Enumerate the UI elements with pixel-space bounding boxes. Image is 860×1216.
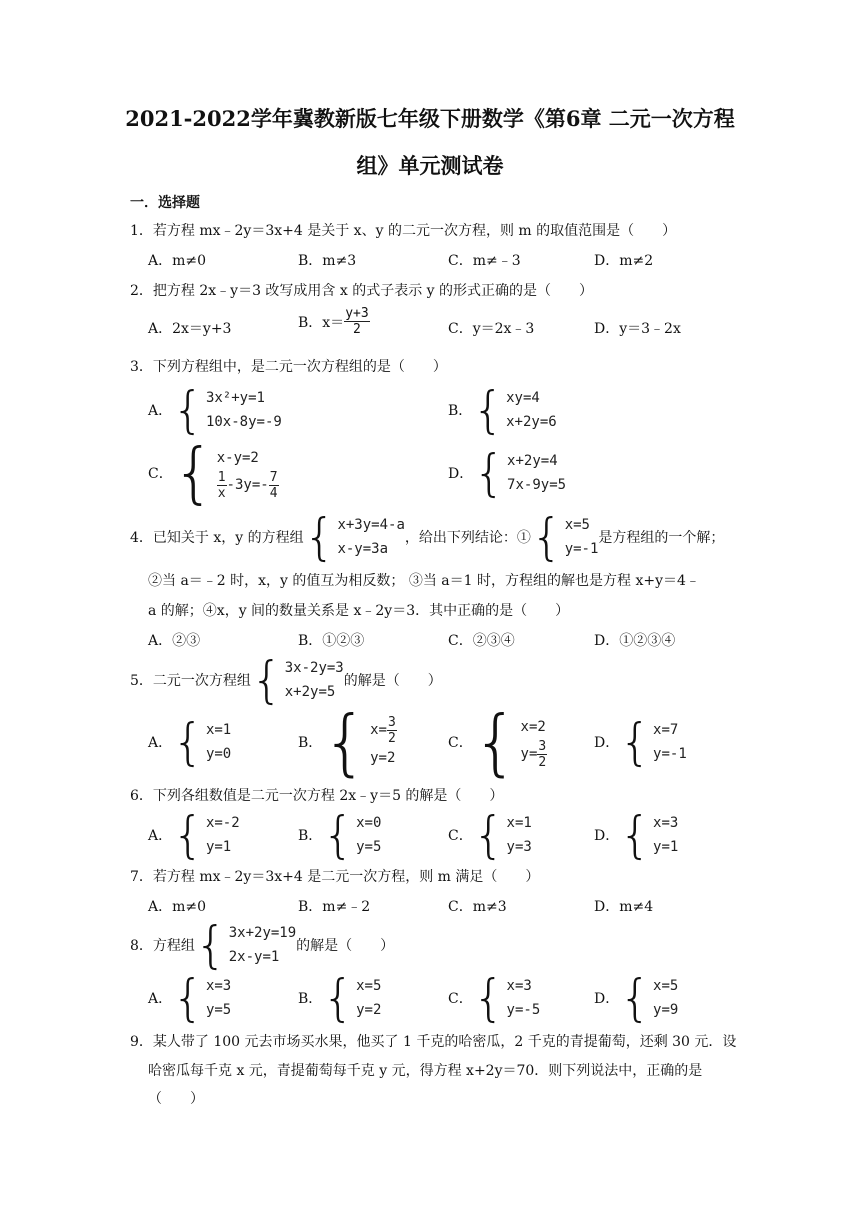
q4-option-b: B．①②③ <box>298 633 365 649</box>
option-label: A． <box>148 735 173 751</box>
question-text: ，给出下列结论：① <box>404 530 531 546</box>
equation-system <box>322 969 382 1027</box>
option-label: B． <box>298 991 323 1007</box>
equation-system <box>194 916 297 974</box>
option-label: B． <box>448 403 473 419</box>
option-label: A． <box>148 828 173 844</box>
section-heading: 一．选择题 <box>130 195 200 211</box>
question-5 <box>130 651 442 709</box>
equation-row: 3x+2y=19 <box>228 925 297 941</box>
brace-icon: { <box>619 806 652 864</box>
fraction-denominator: 2 <box>353 322 361 337</box>
question-6: 6．下列各组数值是二元一次方程 2x﹣y＝5 的解是（ ） <box>130 788 504 804</box>
option-label: C． <box>448 991 473 1007</box>
equation-system <box>530 508 599 566</box>
fraction-numerator: 7 <box>269 469 278 485</box>
brace-icon: { <box>472 381 505 439</box>
question-text: 4．已知关于 x，y 的方程组 <box>130 530 304 546</box>
equation-row: y=-1 <box>653 746 687 762</box>
q2-option-a: A．2x＝y+3 <box>148 321 232 337</box>
brace-icon: { <box>472 969 505 1027</box>
brace-icon: { <box>172 806 204 864</box>
q6-option-b <box>298 806 382 864</box>
fraction-denominator: 2 <box>538 754 547 770</box>
question-3: 3．下列方程组中，是二元一次方程组的是（ ） <box>130 359 447 375</box>
equation-system <box>250 651 344 709</box>
question-9-line-2: 哈密瓜每千克 x 元，青提葡萄每千克 y 元，得方程 x+2y＝70．则下列说法中，正确的是 <box>148 1063 703 1079</box>
equation-row: x=5 <box>564 517 590 533</box>
question-text: 是方程组的一个解； <box>598 530 725 546</box>
equation-row <box>370 715 397 746</box>
equation-row: y=1 <box>205 839 232 855</box>
brace-icon: { <box>194 916 227 974</box>
question-text: 的解是（ ） <box>343 673 442 689</box>
fraction-denominator: 2 <box>387 730 396 746</box>
equation-system <box>473 444 567 502</box>
equation-system <box>619 969 679 1027</box>
fraction-numerator: 1 <box>217 469 226 485</box>
fraction-denominator: 4 <box>269 485 278 501</box>
option-label: A． <box>148 991 173 1007</box>
question-text: 8．方程组 <box>130 938 195 954</box>
equation-row: x+2y=4 <box>507 453 558 469</box>
question-9-line-3: （ ） <box>148 1091 204 1107</box>
equation-row: x=-2 <box>205 815 240 831</box>
option-label: D． <box>594 735 620 751</box>
brace-icon: { <box>530 508 563 566</box>
brace-icon: { <box>172 434 215 511</box>
equation-row: x=1 <box>506 815 532 831</box>
question-2: 2．把方程 2x﹣y＝3 改写成用含 x 的式子表示 y 的形式正确的是（ ） <box>130 283 594 299</box>
option-label: B． <box>298 735 323 751</box>
option-label: D． <box>594 991 620 1007</box>
equation-row <box>521 739 548 770</box>
equation-system <box>172 806 240 864</box>
q5-option-d <box>594 713 687 771</box>
brace-icon: { <box>472 700 519 784</box>
equation-row: x=3 <box>653 815 679 831</box>
equation-row: xy=4 <box>506 390 540 406</box>
title-line-1: 2021-2022学年冀教新版七年级下册数学《第6章 二元一次方程 <box>125 106 735 131</box>
brace-icon: { <box>322 700 369 784</box>
q4-option-d: D．①②③④ <box>594 633 676 649</box>
q7-option-d: D．m≠4 <box>594 899 654 915</box>
equation-row: y=3 <box>506 839 532 855</box>
equation-row: x+2y=6 <box>506 414 557 430</box>
q3-option-a <box>148 381 282 439</box>
q4-option-a: A．②③ <box>148 633 201 649</box>
equation-row: y=0 <box>205 746 232 762</box>
brace-icon: { <box>250 651 283 709</box>
brace-icon: { <box>322 806 355 864</box>
q3-option-c <box>148 434 279 511</box>
q2-option-b-fraction <box>344 306 369 337</box>
equation-row: x=1 <box>205 722 232 738</box>
equation-row: x=7 <box>653 722 679 738</box>
brace-icon: { <box>172 713 204 771</box>
equation-row: 3x²+y=1 <box>205 390 265 406</box>
equation-system <box>472 700 548 784</box>
question-4-line-2: ②当 a＝﹣2 时，x，y 的值互为相反数； ③当 a＝1 时，方程组的解也是方程 x+y＝4﹣ <box>148 573 700 589</box>
question-7: 7．若方程 mx﹣2y＝3x+4 是二元一次方程，则 m 满足（ ） <box>130 869 540 885</box>
question-4-line-3: a 的解；④x，y 间的数量关系是 x﹣2y＝3．其中正确的是（ ） <box>148 603 570 619</box>
option-label: A． <box>148 403 173 419</box>
option-label: C． <box>448 828 473 844</box>
brace-icon: { <box>472 806 505 864</box>
q1-option-b: B．m≠3 <box>298 253 357 269</box>
equation-row: x=5 <box>653 978 679 994</box>
question-9-line-1: 9．某人带了 100 元去市场买水果，他买了 1 千克的哈密瓜，2 千克的青提葡萄，还剩 30 元．设 <box>130 1034 737 1050</box>
equation-row: y=5 <box>356 839 382 855</box>
equation-row: x=5 <box>356 978 382 994</box>
option-label: C． <box>448 735 473 751</box>
question-1: 1．若方程 mx﹣2y＝3x+4 是关于 x、y 的二元一次方程，则 m 的取值范围是（ ） <box>130 223 677 239</box>
option-label: C． <box>148 466 173 482</box>
q5-option-b <box>298 700 397 784</box>
equation-row: 10x-8y=-9 <box>205 414 282 430</box>
equation-row: 7x-9y=5 <box>507 477 567 493</box>
q2-option-c: C．y＝2x﹣3 <box>448 321 535 337</box>
equation-system <box>472 806 532 864</box>
equation-row: x+3y=4-a <box>337 517 405 533</box>
q6-option-d <box>594 806 679 864</box>
equation-row: y=1 <box>653 839 679 855</box>
brace-icon: { <box>322 969 355 1027</box>
equation-row: y=2 <box>370 749 396 766</box>
q8-option-c <box>448 969 541 1027</box>
equation-row: x-y=2 <box>216 449 259 466</box>
brace-icon: { <box>303 508 336 566</box>
q6-option-c <box>448 806 532 864</box>
equation-system <box>172 713 232 771</box>
question-text: 的解是（ ） <box>296 938 395 954</box>
q4-option-c: C．②③④ <box>448 633 515 649</box>
equation-row: y=5 <box>205 1002 232 1018</box>
brace-icon: { <box>619 969 652 1027</box>
brace-icon: { <box>619 713 652 771</box>
brace-icon: { <box>172 969 204 1027</box>
equation-system <box>172 434 279 511</box>
question-8 <box>130 916 395 974</box>
q8-option-d <box>594 969 679 1027</box>
equation-text: x= <box>370 722 387 738</box>
equation-row: y=2 <box>356 1002 382 1018</box>
equation-row: x=3 <box>506 978 532 994</box>
fraction-denominator: x <box>217 485 226 501</box>
q2-option-d: D．y＝3﹣2x <box>594 321 681 337</box>
q5-option-c <box>448 700 547 784</box>
equation-row: 3x-2y=3 <box>284 660 344 676</box>
q3-option-b <box>448 381 557 439</box>
equation-row: x=0 <box>356 815 382 831</box>
option-label: B． <box>298 828 323 844</box>
q7-option-c: C．m≠3 <box>448 899 507 915</box>
equation-row: x-y=3a <box>337 541 389 557</box>
title-line-2: 组》单元测试卷 <box>356 153 504 178</box>
q2-option-b <box>298 306 370 337</box>
q1-option-d: D．m≠2 <box>594 253 654 269</box>
brace-icon: { <box>473 444 506 502</box>
equation-system <box>472 969 541 1027</box>
equation-system <box>172 969 232 1027</box>
equation-text: -3y=- <box>226 477 269 493</box>
option-label: D． <box>448 466 474 482</box>
option-label: D． <box>594 828 620 844</box>
q7-option-a: A．m≠0 <box>148 899 207 915</box>
q3-option-d <box>448 444 567 502</box>
fraction-numerator: 3 <box>538 738 547 754</box>
equation-system <box>303 508 405 566</box>
brace-icon: { <box>172 381 204 439</box>
q8-option-a <box>148 969 232 1027</box>
q1-option-c: C．m≠﹣3 <box>448 253 521 269</box>
equation-system <box>472 381 557 439</box>
equation-row: x+2y=5 <box>284 684 336 700</box>
equation-row <box>217 470 279 501</box>
equation-row: x=2 <box>520 718 546 735</box>
question-4 <box>130 508 725 566</box>
q7-option-b: B．m≠﹣2 <box>298 899 371 915</box>
q5-option-a <box>148 713 232 771</box>
q2-option-b-prefix: B．x＝ <box>298 314 345 331</box>
equation-system <box>322 806 382 864</box>
equation-text: y= <box>520 746 538 762</box>
equation-row: x=3 <box>205 978 232 994</box>
equation-system <box>172 381 282 439</box>
equation-row: y=-1 <box>564 541 599 557</box>
fraction-numerator: 3 <box>387 714 396 730</box>
equation-system <box>322 700 397 784</box>
fraction-numerator: y+3 <box>345 306 369 321</box>
equation-row: y=9 <box>653 1002 679 1018</box>
q6-option-a <box>148 806 240 864</box>
equation-system <box>619 713 687 771</box>
question-text: 5．二元一次方程组 <box>130 673 251 689</box>
equation-row: y=-5 <box>506 1002 541 1018</box>
equation-system <box>619 806 679 864</box>
equation-row: 2x-y=1 <box>228 949 280 965</box>
q1-option-a: A．m≠0 <box>148 253 207 269</box>
q8-option-b <box>298 969 382 1027</box>
